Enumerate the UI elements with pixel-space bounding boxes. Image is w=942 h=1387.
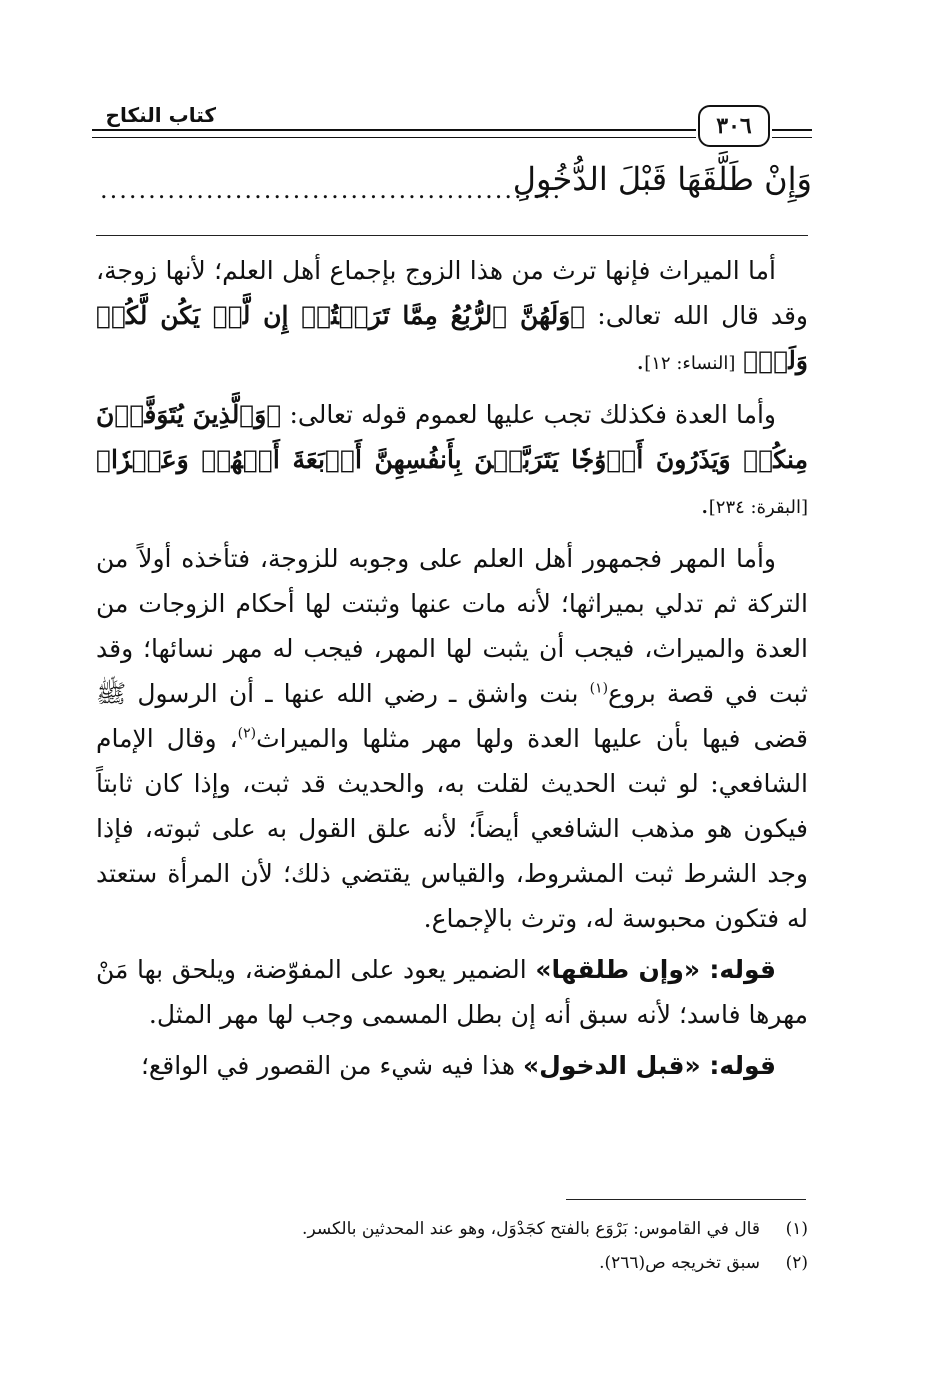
body-text (96, 248, 808, 1094)
footnote-number: (١) (785, 1219, 808, 1239)
quran-verse: ﴿وَلَهُنَّ ٱلرُّبُعُ مِمَّا تَرَكۡتُمۡ إِن لَّمۡ يَكُن لَّكُمۡ وَلَدٞ﴾ (96, 301, 808, 375)
paragraph-text: وأما المهر فجمهور أهل العلم على وجوبه للزوجة، فتأخذه أولاً من التركة ثم تدلي بميراثها؛ لأنه مات عنها وثبتت لها أحكام الزوجات من العدة والميراث، فيجب أن يثبت لها المهر، فيجب له مهر نسائها؛ وقد ثبت في قصة بروع (96, 544, 808, 708)
paragraph-text: وأما العدة فكذلك تجب عليها لعموم قوله تعالى: (281, 400, 776, 429)
verse-reference: [البقرة: ٢٣٤] (708, 497, 808, 518)
paragraph-text: هذا فيه شيء من القصور في الواقع؛ (140, 1051, 524, 1080)
paragraph-text: الضمير يعود على المفوّضة، ويلحق بها مَنْ مهرها فاسد؛ لأنه سبق أنه إن بطل المسمى وجب لها مهر المثل. (96, 955, 808, 1029)
footnote-marker: (١) (589, 680, 609, 697)
footnote (200, 1212, 808, 1246)
matn-quote: «وإن طلقها» (535, 955, 710, 984)
matn-heading: وَإِنْ طَلَّقَهَا قَبْلَ الدُّخُولِ (512, 160, 812, 198)
footnote-text: سبق تخريجه ص(٢٦٦). (599, 1253, 760, 1273)
footnote-number: (٢) (785, 1253, 808, 1273)
paragraph (96, 536, 808, 941)
paragraph-text: ، وقال الإمام الشافعي: لو ثبت الحديث لقلت به، والحديث قد ثبت، وإذا كان ثابتاً فيكون هو مذهب الشافعي أيضاً؛ لأنه علق القول به على ثبوته، فإذا وجد الشرط ثبت المشروط، والقياس يقتضي ذلك؛ لأن المرأة ستعتد له فتكون محبوسة له، وترث بالإجماع. (96, 724, 808, 933)
matn-separator (96, 235, 808, 236)
paragraph (96, 392, 808, 530)
footnote-marker: (٢) (237, 725, 257, 742)
paragraph-text: بنت واشق ـ رضي الله عنها ـ أن الرسول ﷺ قضى فيها بأن عليها العدة ولها مهر مثلها والميراث (96, 679, 808, 753)
quran-verse: ﴿وَٱلَّذِينَ يُتَوَفَّوۡنَ مِنكُمۡ وَيَذَرُونَ أَزۡوَٰجٗا يَتَرَبَّصۡنَ بِأَنفُسِهِنَّ أَرۡبَعَةَ أَشۡهُرٖ وَعَشۡرٗا﴾ (96, 400, 808, 474)
punctuation: . (700, 490, 709, 519)
matn-dots: ................................................ (100, 176, 563, 204)
footnote-text: قال في القاموس: بَرْوَع بالفتح كجَدْوَل، وهو عند المحدثين بالكسر. (302, 1219, 760, 1239)
paragraph (96, 947, 808, 1037)
page-number: ٣٠٦ (698, 105, 770, 147)
matn-quote: «قبل الدخول» (523, 1051, 710, 1080)
paragraph (96, 1043, 808, 1088)
footnote (200, 1246, 808, 1280)
paragraph-text: أما الميراث فإنها ترث من هذا الزوج بإجماع أهل العلم؛ لأنها زوجة، وقد قال الله تعالى: (96, 256, 808, 330)
verse-reference: [النساء: ١٢] (644, 353, 736, 374)
punctuation: . (636, 346, 645, 375)
header-rule (92, 137, 696, 138)
commentary-label: قوله: (709, 1051, 776, 1080)
paragraph (96, 248, 808, 386)
footnotes (200, 1212, 808, 1280)
header-rule (92, 129, 696, 131)
footnote-separator (566, 1199, 806, 1200)
commentary-label: قوله: (709, 955, 776, 984)
header-rule (772, 137, 812, 138)
header-rule (772, 129, 812, 131)
running-header-title: كتاب النكاح (105, 103, 216, 127)
